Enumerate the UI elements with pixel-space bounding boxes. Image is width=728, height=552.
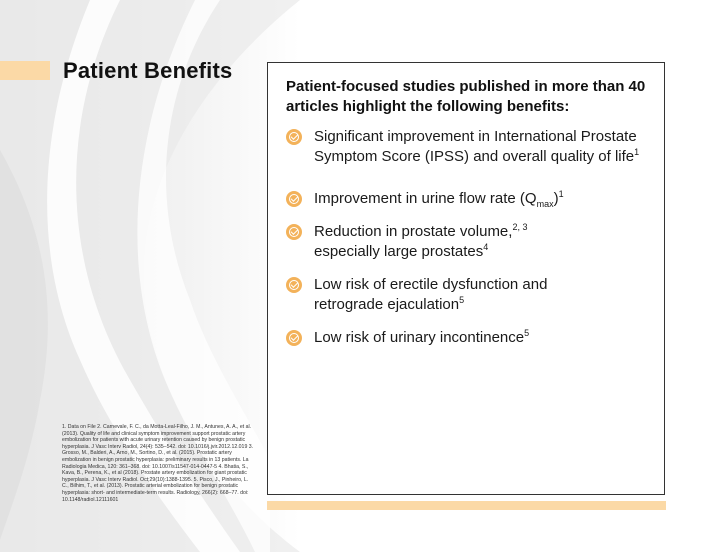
benefit-item-volume [286, 222, 656, 262]
benefit-text: Improvement in urine flow rate (Q [314, 190, 537, 207]
check-circle-icon [286, 330, 302, 346]
references: 1. Data on File 2. Carnevale, F. C., da Motta-Leal-Filho, J. M., Antunes, A. A., et al. (2013). Quality of life and clinical symptom improvement support prostatic artery embolization for patients with acute urinary retention caused by benign prostatic hyperplasia. J Vasc Interv Radiol, 24(4): 535–542. doi: 10.1016/j.jvir.2012.12.019 3. Grosso, M., Balderi, A., Arno, M., Sortino, D., et al. (2015). Prostatic artery embolization in benign prostatic hyperplasia: preliminary results in 13 patients. La Radiologia Medica, 120: 361–368. doi: 10.1007/s11547-014-0447-5 4. Bhatia, S., Kava, B., Perena, K., et al (2018). Prostate artery embolization for giant prostatic hyperplasia. J Vasc Interv Radiol. Oct;29(10):1388-1395. 5. Pisco, J., Pinheiro, L. C., Bilhim, T., et al. (2013). Prostatic arterial embolization for benign prostatic hyperplasia: short- and intermediate-term results. Radiology, 266(2): 668–77. doi: 10.1148/radiol.12111601 [62, 424, 254, 503]
benefit-ref: 4 [483, 242, 489, 252]
benefit-list [286, 127, 656, 348]
bottom-accent-bar [267, 501, 666, 510]
title-accent-bar [0, 61, 50, 80]
benefit-text: Significant improvement in International Prostate Symptom Score (IPSS) and overall quality of life [314, 128, 637, 165]
benefit-text-line2: especially large prostates [314, 243, 484, 260]
benefit-ref: 5 [524, 328, 530, 338]
benefit-item-flow [286, 189, 656, 209]
check-circle-icon [286, 277, 302, 293]
benefit-text: Reduction in prostate volume, [314, 223, 513, 240]
benefit-item-incontinence [286, 328, 656, 348]
benefit-ref: 5 [459, 295, 465, 305]
benefit-text: Low risk of erectile dysfunction and retrograde ejaculation [314, 276, 548, 313]
slide-title: Patient Benefits [63, 58, 233, 83]
benefit-item-ipss [286, 127, 656, 167]
benefit-subscript: max [536, 199, 554, 209]
check-circle-icon [286, 191, 302, 207]
benefit-item-erectile [286, 275, 584, 315]
benefit-ref: 1 [558, 189, 564, 199]
benefit-ref: 2, 3 [512, 222, 528, 232]
benefits-box [267, 62, 665, 495]
benefit-text-after: ) [553, 190, 559, 207]
benefits-intro: Patient-focused studies published in more than 40 articles highlight the following benefits: [286, 78, 646, 115]
check-circle-icon [286, 129, 302, 145]
benefit-ref: 1 [634, 147, 640, 157]
benefit-text: Low risk of urinary incontinence [314, 329, 525, 346]
check-circle-icon [286, 224, 302, 240]
